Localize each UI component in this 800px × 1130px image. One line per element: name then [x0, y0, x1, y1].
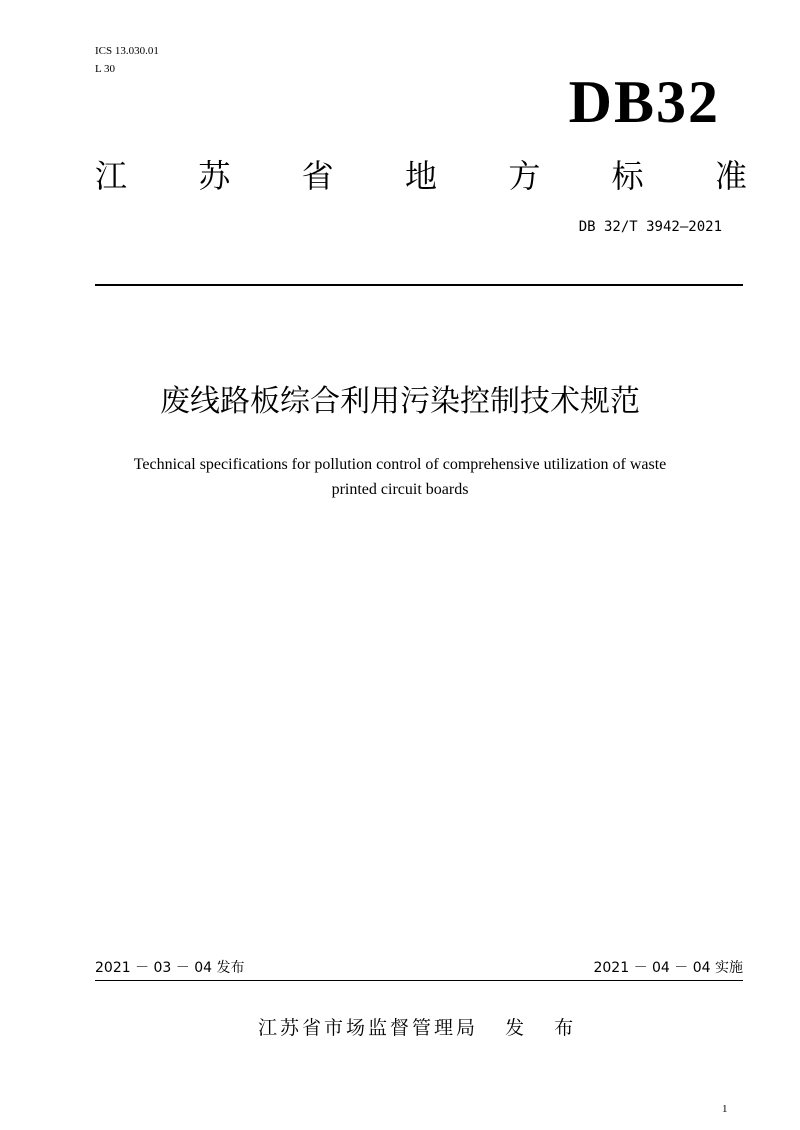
classification-code: L 30: [95, 63, 116, 75]
date-row: [95, 958, 743, 981]
document-title-chinese: 废线路板综合利用污染控制技术规范: [160, 384, 640, 419]
standard-type-char: 准: [714, 157, 747, 195]
publish-date: 2021 － 03 － 04 发布: [95, 960, 245, 976]
implementation-date: 2021 － 04 － 04 实施: [593, 960, 743, 976]
standard-number: DB 32/T 3942—2021: [578, 219, 722, 235]
standard-type-char: 地: [404, 157, 437, 195]
title-english-line: Technical specifications for pollution control of comprehensive utilization of waste: [133, 456, 667, 473]
issuing-authority: 江苏省市场监督管理局 发 布: [258, 1017, 577, 1039]
standard-type-char: 苏: [198, 157, 231, 195]
header-divider: [95, 284, 743, 286]
ics-code: ICS 13.030.01: [95, 45, 159, 57]
standard-code-logo: DB32: [568, 69, 720, 135]
standard-type-char: 江: [95, 157, 128, 195]
standard-type-heading: [95, 156, 747, 196]
page-number: 1: [722, 1103, 728, 1115]
document-title-english: [70, 452, 730, 502]
standard-type-char: 方: [508, 157, 541, 195]
title-english-line: printed circuit boards: [331, 481, 469, 498]
standard-type-char: 省: [301, 157, 334, 195]
standard-type-char: 标: [611, 157, 644, 195]
